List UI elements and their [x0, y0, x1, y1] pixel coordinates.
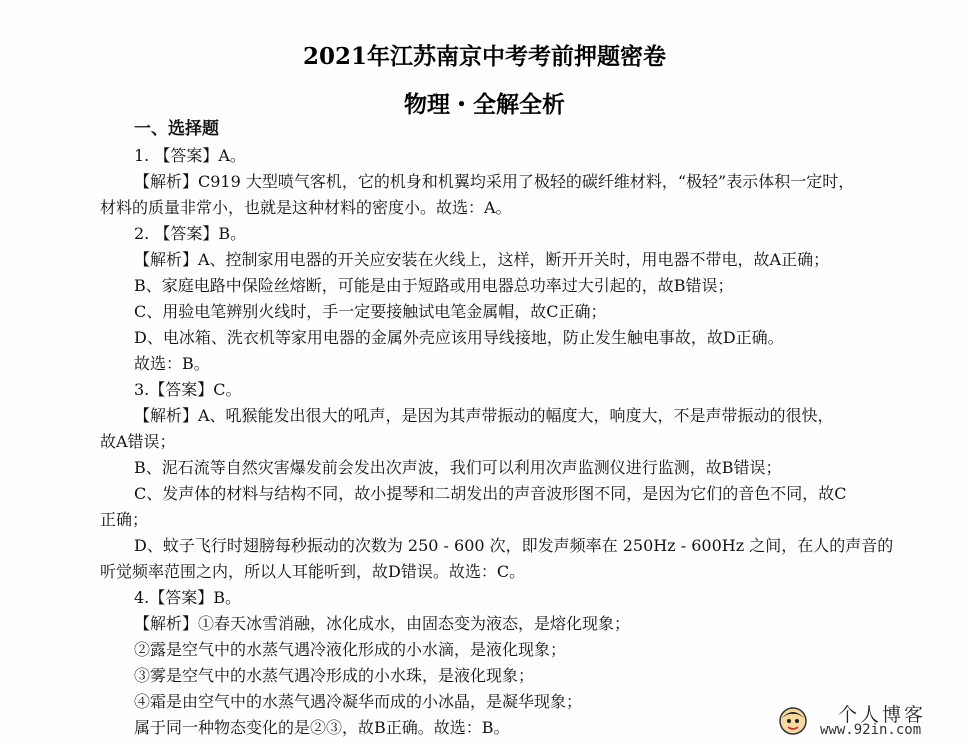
watermark-url: www.92in.com — [820, 722, 922, 738]
q4-analysis-2: ②露是空气中的水蒸气遇冷液化形成的小水滴，是液化现象； — [134, 640, 567, 659]
q2-answer: 2. 【答案】B。 — [134, 224, 247, 243]
q1-answer: 1. 【答案】A。 — [134, 146, 246, 165]
q4-conclusion: 属于同一种物态变化的是②③，故B正确。故选：B。 — [134, 718, 510, 737]
mascot-icon — [778, 706, 808, 736]
q1-analysis-line1: 【解析】C919 大型喷气客机，它的机身和机翼均采用了极轻的碳纤维材料，“极轻”表示体积一定时， — [134, 172, 855, 191]
q4-analysis-3: ③雾是空气中的水蒸气遇冷形成的小水珠，是液化现象； — [134, 666, 535, 685]
q3-analysis-c-line2: 正确； — [100, 510, 149, 529]
q2-analysis-c: C、用验电笔辨别火线时，手一定要接触试电笔金属帽，故C正确； — [134, 302, 607, 321]
q3-analysis-a-line2: 故A错误； — [100, 432, 176, 451]
q2-analysis-b: B、家庭电路中保险丝熔断，可能是由于短路或用电器总功率过大引起的，故B错误； — [134, 276, 734, 295]
q2-analysis-a: 【解析】A、控制家用电器的开关应安装在火线上，这样，断开开关时，用电器不带电，故A正确； — [134, 250, 830, 269]
document-title: 2021年江苏南京中考考前押题密卷 — [302, 43, 666, 70]
q3-analysis-a-line1: 【解析】A、吼猴能发出很大的吼声，是因为其声带振动的幅度大，响度大，不是声带振动的很快， — [134, 406, 834, 425]
blog-watermark — [776, 698, 966, 742]
q3-analysis-d-line2: 听觉频率范围之内，所以人耳能听到，故D错误。故选：C。 — [100, 562, 526, 581]
q2-analysis-d: D、电冰箱、洗衣机等家用电器的金属外壳应该用导线接地，防止发生触电事故，故D正确。 — [134, 328, 784, 347]
q4-analysis-4: ④霜是由空气中的水蒸气遇冷凝华而成的小冰晶，是凝华现象； — [134, 692, 583, 711]
document-subtitle: 物理・全解全析 — [404, 91, 565, 118]
q3-analysis-d-line1: D、蚊子飞行时翅膀每秒振动的次数为 250 - 600 次，即发声频率在 250Hz - 600Hz 之间，在人的声音的 — [134, 536, 894, 555]
q3-answer: 3.【答案】C。 — [134, 380, 242, 399]
q4-answer: 4.【答案】B。 — [134, 588, 242, 607]
q3-analysis-c-line1: C、发声体的材料与结构不同，故小提琴和二胡发出的声音波形图不同，是因为它们的音色不同，故C — [134, 484, 847, 503]
q3-analysis-b: B、泥石流等自然灾害爆发前会发出次声波，我们可以利用次声监测仪进行监测，故B错误； — [134, 458, 782, 477]
watermark-title: 个人博客 — [838, 704, 927, 726]
q1-analysis-line2: 材料的质量非常小，也就是这种材料的密度小。故选：A。 — [100, 198, 512, 217]
q4-analysis-1: 【解析】①春天冰雪消融，冰化成水，由固态变为液态，是熔化现象； — [134, 614, 631, 633]
section-heading: 一、选择题 — [134, 119, 219, 139]
q2-conclusion: 故选：B。 — [134, 354, 210, 373]
